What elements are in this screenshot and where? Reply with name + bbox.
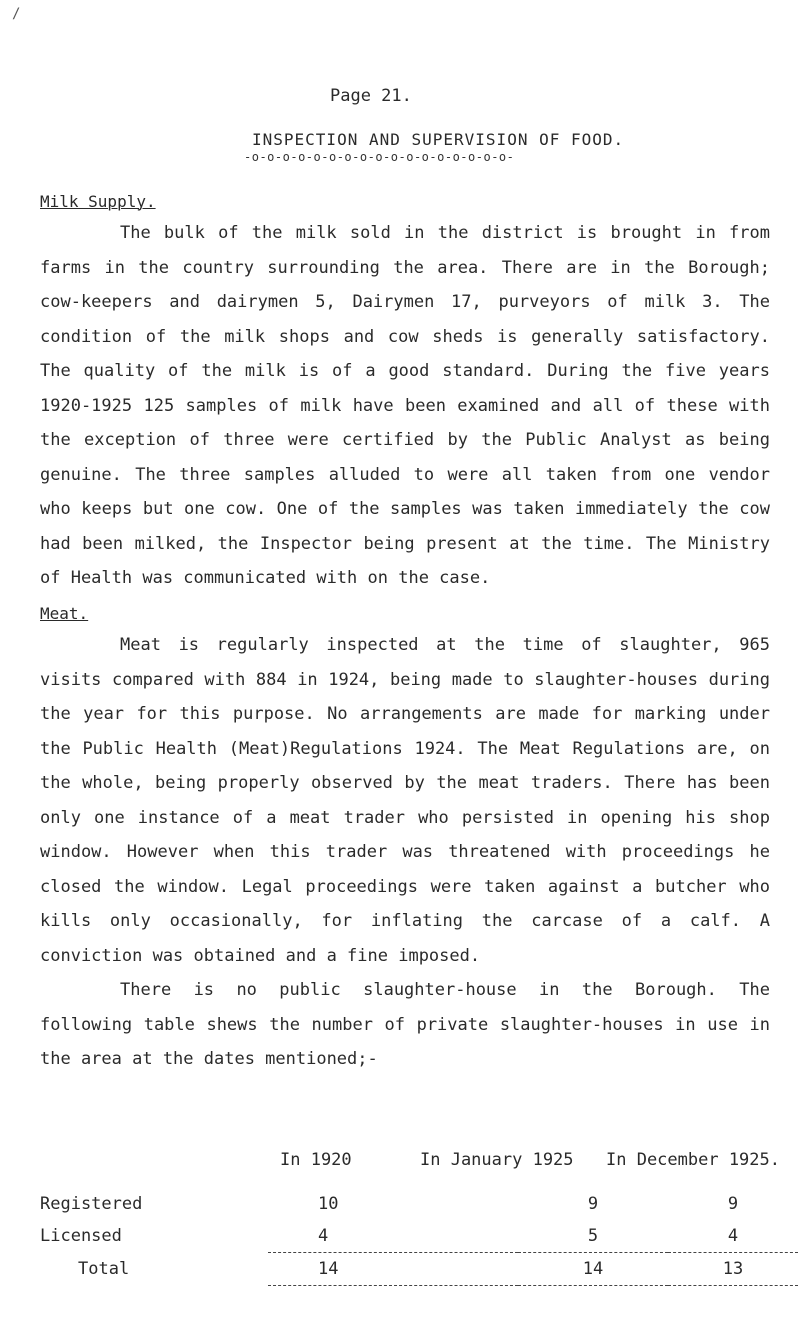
milk-paragraph: The bulk of the milk sold in the district is brought in from farms in the country surrounding the area. There are in the Borough; cow-keepers and dairymen 5, Dairymen 17, purveyors of milk 3. The condition of the milk shops and cow sheds is generally satisfactory. The quality of the milk is of a good standard. During the five years 1920-1925 125 samples of milk have been examined and all of these with the exception of three were certified by the Public Analyst as being genuine. The three samples alluded to were all taken from one vendor who keeps but one cow. One of the samples was taken immediately the cow had been milked, the Inspector being present at the time. The Ministry of Health was communicated with on the case. xyxy=(40,223,770,588)
slaughter-houses-table xyxy=(40,1188,798,1286)
milk-section-title: Milk Supply. xyxy=(40,192,156,211)
cell: 13 xyxy=(668,1253,798,1286)
row-label: Total xyxy=(78,1259,130,1279)
cell: 9 xyxy=(587,1194,599,1214)
cell: 5 xyxy=(518,1220,668,1253)
table-row xyxy=(40,1188,798,1220)
table-total-row xyxy=(40,1253,798,1286)
table-header-1920: In 1920 xyxy=(280,1150,352,1170)
cell: 10 xyxy=(318,1194,339,1214)
cell: 4 xyxy=(268,1220,518,1253)
page-number: Page 21. xyxy=(330,86,412,106)
cell: 9 xyxy=(727,1194,739,1214)
cell: 14 xyxy=(268,1253,518,1286)
table-row xyxy=(40,1220,798,1253)
cell: 4 xyxy=(668,1220,798,1253)
meat-section-title: Meat. xyxy=(40,604,89,623)
milk-paragraph-block xyxy=(40,216,770,596)
meat-paragraph-block xyxy=(40,628,770,1077)
meat-paragraph-2: There is no public slaughter-house in the Borough. The following table shews the number of private slaughter-houses in use in the area at the dates mentioned;- xyxy=(40,980,770,1069)
page-heading: INSPECTION AND SUPERVISION OF FOOD. xyxy=(252,130,625,149)
table-header-jan-1925: In January 1925 xyxy=(420,1150,574,1170)
corner-mark: / xyxy=(12,6,21,22)
cell: 14 xyxy=(518,1253,668,1286)
table-header-dec-1925: In December 1925. xyxy=(606,1150,780,1170)
row-label: Licensed xyxy=(40,1226,122,1247)
meat-paragraph-1: Meat is regularly inspected at the time of slaughter, 965 visits compared with 884 in 1924, being made to slaughter-houses during the year for this purpose. No arrangements are made for marking under the Public Health (Meat)Regulations 1924. The Meat Regulations are, on the whole, being properly observed by the meat traders. There has been only one instance of a meat trader who persisted in opening his shop window. However when this trader was threatened with proceedings he closed the window. Legal proceedings were taken against a butcher who kills only occasionally, for inflating the carcase of a calf. A conviction was obtained and a fine imposed. xyxy=(40,635,770,966)
heading-rule: -o-o-o-o-o-o-o-o-o-o-o-o-o-o-o-o-o- xyxy=(244,150,515,164)
row-label: Registered xyxy=(40,1194,143,1214)
